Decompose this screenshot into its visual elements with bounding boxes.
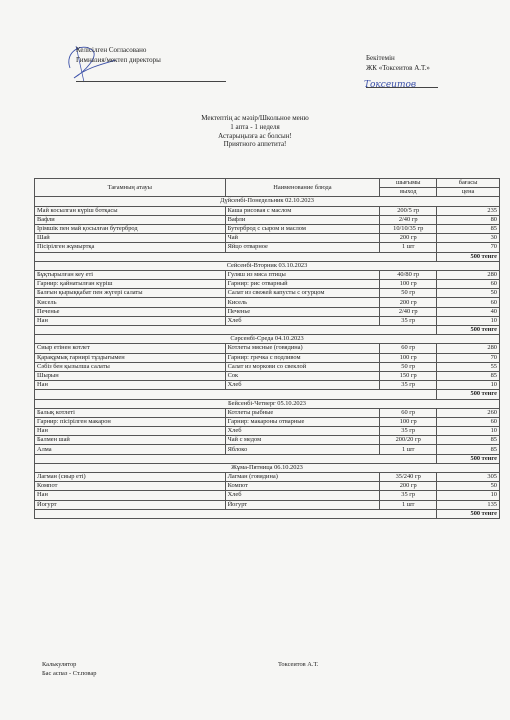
table-row [35,417,500,426]
dish-ru-cell: Вафли [225,215,380,224]
dish-kz-cell: Май косылган күріш ботқасы [35,206,226,215]
signature-text: Токсеитов [364,80,417,90]
dish-ru-cell: Салат из свежей капусты с огурцом [225,289,380,298]
footer-signatory: Токсеитов А.Т. [278,661,319,668]
header-ru-name: Наименование блюда [225,179,380,197]
dish-ru-cell: Яйцо отварное [225,243,380,252]
table-row [35,381,500,390]
day-header-row [35,335,500,344]
table-row [35,436,500,445]
price-cell: 235 [437,206,500,215]
output-cell: 200 гр [380,482,437,491]
dish-ru-cell: Компот [225,482,380,491]
table-row [35,234,500,243]
day-total-row [35,509,500,518]
dish-ru-cell: Йогурт [225,500,380,509]
footer-left [42,660,96,678]
dish-kz-cell: Нан [35,381,226,390]
output-cell: 50 гр [380,289,437,298]
day-header-row [35,261,500,270]
price-cell: 85 [437,224,500,233]
price-cell: 50 [437,482,500,491]
dish-kz-cell: Пісірілген жұмыртқа [35,243,226,252]
output-cell: 100 гр [380,280,437,289]
table-row [35,344,500,353]
dish-kz-cell: Нан [35,491,226,500]
table-row [35,473,500,482]
output-cell: 100 гр [380,417,437,426]
output-cell: 200 гр [380,234,437,243]
output-cell: 50 гр [380,362,437,371]
table-row [35,353,500,362]
day-total: 500 тенге [437,326,500,335]
dish-kz-cell: Компот [35,482,226,491]
dish-kz-cell: Нан [35,316,226,325]
output-cell: 100 гр [380,353,437,362]
dish-ru-cell: Кисель [225,298,380,307]
dish-ru-cell: Гарнир: гречка с подливом [225,353,380,362]
day-header-row [35,399,500,408]
menu-table-body [35,197,500,519]
approval-right-line2: ЖК «Токсеитов А.Т.» [366,63,430,72]
dish-kz-cell: Нан [35,427,226,436]
price-cell: 55 [437,362,500,371]
dish-ru-cell: Хлеб [225,381,380,390]
total-spacer [35,454,437,463]
output-cell: 150 гр [380,371,437,380]
price-cell: 60 [437,417,500,426]
table-row [35,215,500,224]
dish-ru-cell: Бутерброд с сыром и маслом [225,224,380,233]
dish-ru-cell: Котлеты мясные (говядина) [225,344,380,353]
day-title: Сәрсенбі-Среда 04.10.2023 [35,335,500,344]
price-cell: 10 [437,491,500,500]
output-cell: 1 шт [380,500,437,509]
dish-kz-cell: Ірімшік пен май қосылған бутерброд [35,224,226,233]
dish-kz-cell: Шырын [35,371,226,380]
price-cell: 80 [437,215,500,224]
table-row [35,362,500,371]
price-cell: 305 [437,473,500,482]
table-row [35,316,500,325]
footer-calculator: Калькулятор [42,661,77,668]
dish-kz-cell: Печенье [35,307,226,316]
price-cell: 85 [437,436,500,445]
header-price-ru: цена [437,188,500,197]
dish-kz-cell: Гарнир: пісірілген макарон [35,417,226,426]
table-row [35,270,500,279]
signature-line-left [76,81,226,82]
dish-ru-cell: Хлеб [225,491,380,500]
dish-kz-cell: Гарнир: қайнатылған күріш [35,280,226,289]
output-cell: 2/40 гр [380,307,437,316]
table-row [35,491,500,500]
day-title: Сейсенбі-Вторник 03.10.2023 [35,261,500,270]
output-cell: 40/80 гр [380,270,437,279]
output-cell: 35 гр [380,491,437,500]
output-cell: 35 гр [380,316,437,325]
table-row [35,298,500,307]
approval-left-block [76,46,226,82]
table-row [35,500,500,509]
output-cell: 35 гр [380,427,437,436]
day-total-row [35,390,500,399]
dish-ru-cell: Хлеб [225,316,380,325]
price-cell: 135 [437,500,500,509]
approval-left-line2: Гимназия/мектеп директоры [76,55,161,64]
output-cell: 35/240 гр [380,473,437,482]
dish-ru-cell: Гарнир: макароны отварные [225,417,380,426]
dish-ru-cell: Яблоко [225,445,380,454]
table-row [35,427,500,436]
table-header-row [35,179,500,188]
output-cell: 1 шт [380,445,437,454]
day-total-row [35,326,500,335]
footer-chef: Бас аспаз - Ст.повар [42,670,97,677]
table-row [35,482,500,491]
output-cell: 200/5 гр [380,206,437,215]
price-cell: 60 [437,298,500,307]
dish-ru-cell: Каша рисовая с маслом [225,206,380,215]
dish-kz-cell: Балмен шай [35,436,226,445]
table-row [35,307,500,316]
table-row [35,206,500,215]
dish-ru-cell: Котлеты рыбные [225,408,380,417]
header-output-kz: шығымы [380,179,437,188]
dish-ru-cell: Печенье [225,307,380,316]
dish-ru-cell: Салат из моркови со свеклой [225,362,380,371]
price-cell: 60 [437,280,500,289]
price-cell: 40 [437,307,500,316]
day-header-row [35,463,500,472]
total-spacer [35,509,437,518]
price-cell: 260 [437,408,500,417]
table-row [35,280,500,289]
price-cell: 280 [437,270,500,279]
total-spacer [35,326,437,335]
dish-ru-cell: Хлеб [225,427,380,436]
table-row [35,408,500,417]
menu-title-4: Приятного аппетита! [223,140,287,149]
price-cell: 85 [437,445,500,454]
output-cell: 2/40 гр [380,215,437,224]
menu-title-2: 1 апта - 1 неделя [230,122,280,131]
header-output-ru: выход [380,188,437,197]
day-total-row [35,252,500,261]
dish-kz-cell: Бұқтырылған кеу еті [35,270,226,279]
dish-kz-cell: Балғын қырыққабат пен жүгері салаты [35,289,226,298]
price-cell: 50 [437,289,500,298]
price-cell: 10 [437,381,500,390]
output-cell: 200 гр [380,298,437,307]
price-cell: 70 [437,353,500,362]
footer-right [278,660,318,669]
output-cell: 200/20 гр [380,436,437,445]
output-cell: 1 шт [380,243,437,252]
menu-titles [0,114,510,149]
header-price-kz: бағасы [437,179,500,188]
price-cell: 10 [437,316,500,325]
price-cell: 85 [437,371,500,380]
dish-kz-cell: Шай [35,234,226,243]
day-title: Дүйсенбі-Понедельник 02.10.2023 [35,197,500,206]
table-row [35,371,500,380]
day-total: 500 тенге [437,390,500,399]
price-cell: 70 [437,243,500,252]
day-total: 500 тенге [437,509,500,518]
dish-ru-cell: Лагман (говядина) [225,473,380,482]
dish-kz-cell: Алма [35,445,226,454]
dish-ru-cell: Чай [225,234,380,243]
table-row [35,445,500,454]
dish-kz-cell: Лагман (сиыр еті) [35,473,226,482]
menu-title-1: Мектептің ас мәзір/Школьное меню [201,114,309,122]
menu-table [34,178,500,519]
approval-right-line1: Бекітемін [366,54,395,62]
price-cell: 30 [437,234,500,243]
output-cell: 60 гр [380,408,437,417]
dish-kz-cell: Йогурт [35,500,226,509]
dish-kz-cell: Қарақұмық гарнирі тұздығымен [35,353,226,362]
day-header-row [35,197,500,206]
dish-kz-cell: Кисель [35,298,226,307]
day-title: Бейсенбі-Четверг 05.10.2023 [35,399,500,408]
day-total: 500 тенге [437,454,500,463]
dish-ru-cell: Сок [225,371,380,380]
dish-kz-cell: Сиыр етінен котлет [35,344,226,353]
day-total-row [35,454,500,463]
dish-ru-cell: Гуляш из мяса птицы [225,270,380,279]
total-spacer [35,390,437,399]
output-cell: 60 гр [380,344,437,353]
day-title: Жұма-Пятница 06.10.2023 [35,463,500,472]
menu-title-3: Астарыңызға ас болсын! [218,131,292,140]
dish-kz-cell: Сәбіз бен қызылша салаты [35,362,226,371]
day-total: 500 тенге [437,252,500,261]
table-row [35,243,500,252]
total-spacer [35,252,437,261]
price-cell: 280 [437,344,500,353]
dish-ru-cell: Чай с медом [225,436,380,445]
approval-left-line1: Келісілген Согласовано [76,46,147,54]
table-row [35,289,500,298]
dish-kz-cell: Балық котлеті [35,408,226,417]
handwritten-signature [360,78,440,98]
header-kz-name: Тағамның атауы [35,179,226,197]
table-row [35,224,500,233]
dish-kz-cell: Вафли [35,215,226,224]
output-cell: 10/10/35 гр [380,224,437,233]
price-cell: 10 [437,427,500,436]
dish-ru-cell: Гарнир: рис отварный [225,280,380,289]
output-cell: 35 гр [380,381,437,390]
